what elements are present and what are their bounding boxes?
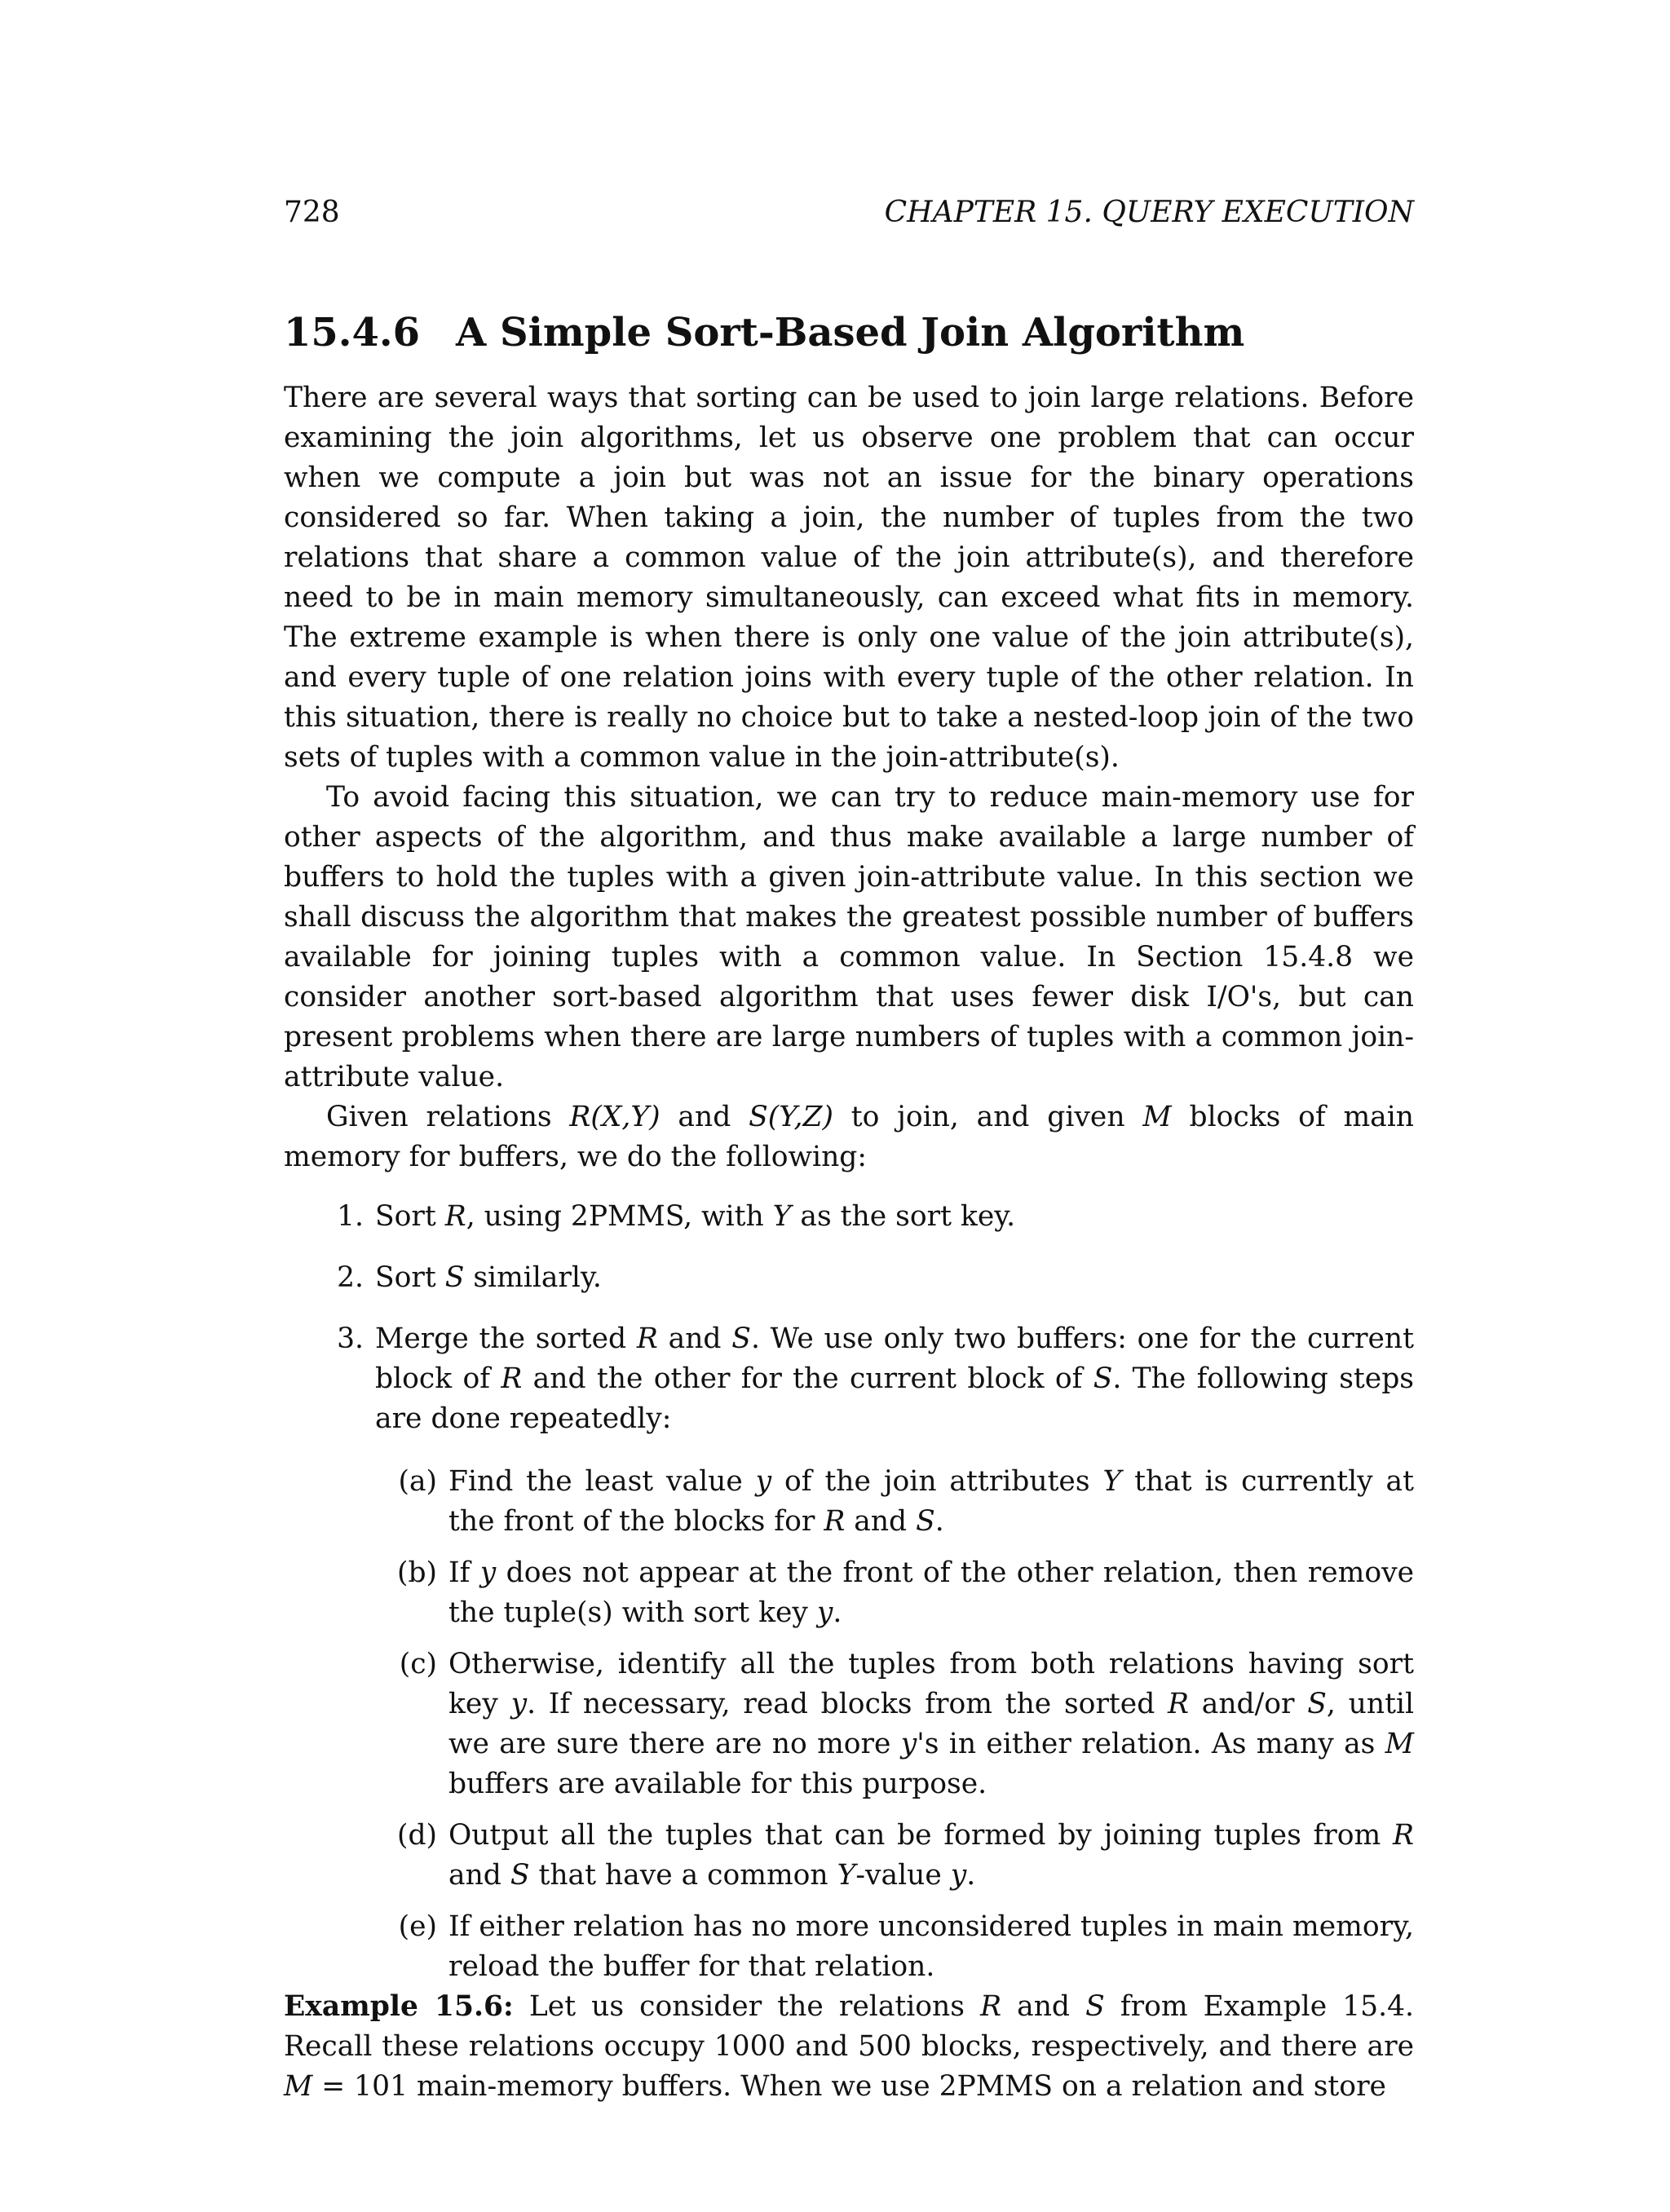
- algorithm-steps: [284, 1197, 1414, 1987]
- text-run: Find the least value: [448, 1465, 756, 1498]
- body-text: [284, 378, 1414, 2107]
- running-head: [284, 196, 1414, 245]
- substep-b: [284, 1553, 1414, 1633]
- math-var: y: [950, 1859, 967, 1892]
- text-run: blocks of main memory for buffers, we do the following:: [284, 1101, 1414, 1173]
- text-run: from Example 15.4. Recall these relations occupy 1000 and 500 blocks, respectively, and there are: [284, 1990, 1414, 2063]
- step-text: [375, 1197, 1414, 1237]
- text-run: and the other for the current block of: [522, 1362, 1093, 1395]
- paragraph-3: [284, 1097, 1414, 1177]
- math-var: S: [1307, 1688, 1327, 1720]
- math-var: S: [916, 1505, 935, 1538]
- math-var: y: [479, 1556, 497, 1589]
- math-var: Y: [772, 1200, 792, 1233]
- substep-c: [284, 1645, 1414, 1804]
- text-run: Otherwise, identify all the tuples from both relations having sort key: [448, 1648, 1414, 1720]
- math-var: R(X,Y): [569, 1101, 660, 1133]
- text-run: similarly.: [464, 1261, 602, 1294]
- math-var: R: [1168, 1688, 1190, 1720]
- text-run: .: [833, 1596, 842, 1629]
- paragraph-2: To avoid facing this situation, we can try to reduce main-memory use for other aspects of the algorithm, and thus make available a large number of buffers to hold the tuples with a given join-attribute value. In this section we shall discuss the algorithm that makes the greatest possible number of buffers available for joining tuples with a common value. In Section 15.4.8 we consider another sort-based algorithm that uses fewer disk I/O's, but can present problems when there are large numbers of tuples with a common join-attribute value.: [284, 781, 1414, 1093]
- math-var: S: [510, 1859, 530, 1892]
- page: [284, 196, 1414, 2107]
- text-run: as the sort key.: [791, 1200, 1016, 1233]
- example-15-6: [284, 1987, 1414, 2107]
- substep-e: [284, 1907, 1414, 1987]
- text-run: and: [657, 1322, 732, 1355]
- text-run: buffers are available for this purpose.: [448, 1768, 987, 1800]
- text-run: does not appear at the front of the other relation, then remove the tuple(s) with sort key: [448, 1556, 1414, 1629]
- step-number: 3.: [337, 1322, 364, 1355]
- substep-a: [284, 1462, 1414, 1542]
- substep-text: [448, 1816, 1414, 1896]
- text-run: that is currently at the front of the blocks for: [448, 1465, 1414, 1538]
- math-var: Y: [837, 1859, 856, 1892]
- substep-label: (c): [399, 1648, 437, 1680]
- math-var: y: [816, 1596, 833, 1629]
- step-3: [284, 1319, 1414, 1439]
- math-var: R: [444, 1200, 466, 1233]
- text-run: Merge the sorted: [375, 1322, 637, 1355]
- text-run: , until we are sure there are no more: [448, 1688, 1415, 1760]
- text-run: = 101 main-memory buffers. When we use 2PMMS on a relation and store: [312, 2070, 1386, 2103]
- text-run: 's in either relation. As many as: [917, 1728, 1385, 1760]
- substep-label: (d): [396, 1819, 437, 1852]
- text-run: .: [966, 1859, 976, 1892]
- substep-label: (e): [398, 1910, 437, 1943]
- math-var: R: [1393, 1819, 1414, 1852]
- text-run: . If necessary, read blocks from the sorted: [527, 1688, 1169, 1720]
- math-var: y: [900, 1728, 917, 1760]
- math-var: R: [824, 1505, 846, 1538]
- text-run: and: [1001, 1990, 1086, 2023]
- step-number: 2.: [337, 1261, 364, 1294]
- math-var: S: [1085, 1990, 1105, 2023]
- text-run: and/or: [1189, 1688, 1308, 1720]
- text-run: Sort: [375, 1200, 445, 1233]
- text-run: Given relations: [326, 1101, 570, 1133]
- step-text: [375, 1258, 1414, 1298]
- substep-text: If either relation has no more unconsidered tuples in main memory, reload the buffer for that relation.: [448, 1910, 1414, 1983]
- text-run: to join, and given: [833, 1101, 1143, 1133]
- text-run: -value: [855, 1859, 951, 1892]
- math-var: y: [755, 1465, 772, 1498]
- paragraph-1: There are several ways that sorting can be used to join large relations. Before examining the join algorithms, let us observe one problem that can occur when we compute a join but was not an issue for the binary operations considered so far. When taking a join, the number of tuples from the two relations that share a common value of the join attribute(s), and therefore need to be in main memory simultaneously, can exceed what fits in memory. The extreme example is when there is only one value of the join attribute(s), and every tuple of one relation joins with every tuple of the other relation. In this situation, there is really no choice but to take a nested-loop join of the two sets of tuples with a common value in the join-attribute(s).: [284, 382, 1414, 774]
- section-number: 15.4.6: [284, 310, 421, 355]
- text-run: and: [845, 1505, 917, 1538]
- math-var: S: [444, 1261, 465, 1294]
- text-run: and: [448, 1859, 510, 1892]
- substep-text: [448, 1553, 1414, 1633]
- math-var: M: [1385, 1728, 1414, 1760]
- math-var: y: [510, 1688, 528, 1720]
- substep-text: [448, 1462, 1414, 1542]
- math-var: R: [980, 1990, 1002, 2023]
- math-var: S(Y,Z): [749, 1101, 833, 1133]
- page-number: 728: [284, 196, 340, 229]
- text-run: If: [448, 1556, 480, 1589]
- math-var: S: [731, 1322, 751, 1355]
- text-run: , using 2PMMS, with: [466, 1200, 773, 1233]
- text-run: Let us consider the relations: [513, 1990, 981, 2023]
- substep-d: [284, 1816, 1414, 1896]
- text-run: . We use only two buffers: one for the current block of: [375, 1322, 1414, 1395]
- section-title: A Simple Sort-Based Join Algorithm: [456, 310, 1245, 355]
- math-var: R: [636, 1322, 658, 1355]
- step-1: [284, 1197, 1414, 1237]
- section-heading: [284, 310, 1414, 355]
- substep-text: [448, 1645, 1414, 1804]
- text-run: that have a common: [529, 1859, 837, 1892]
- text-run: .: [934, 1505, 944, 1538]
- math-var: R: [501, 1362, 523, 1395]
- merge-substeps: [284, 1462, 1414, 1987]
- step-2: [284, 1258, 1414, 1298]
- chapter-title: CHAPTER 15. QUERY EXECUTION: [884, 196, 1414, 229]
- math-var: M: [284, 2070, 313, 2103]
- example-label: Example 15.6:: [284, 1990, 514, 2023]
- substep-label: (b): [396, 1556, 437, 1589]
- text-run: . The following steps are done repeatedly:: [375, 1362, 1414, 1435]
- step-text: [375, 1319, 1414, 1439]
- text-run: Sort: [375, 1261, 445, 1294]
- math-var: S: [1093, 1362, 1113, 1395]
- substep-label: (a): [398, 1465, 437, 1498]
- step-number: 1.: [337, 1200, 364, 1233]
- text-run: of the join attributes: [771, 1465, 1103, 1498]
- math-var: M: [1142, 1101, 1172, 1133]
- math-var: Y: [1102, 1465, 1122, 1498]
- text-run: and: [660, 1101, 749, 1133]
- text-run: Output all the tuples that can be formed by joining tuples from: [448, 1819, 1394, 1852]
